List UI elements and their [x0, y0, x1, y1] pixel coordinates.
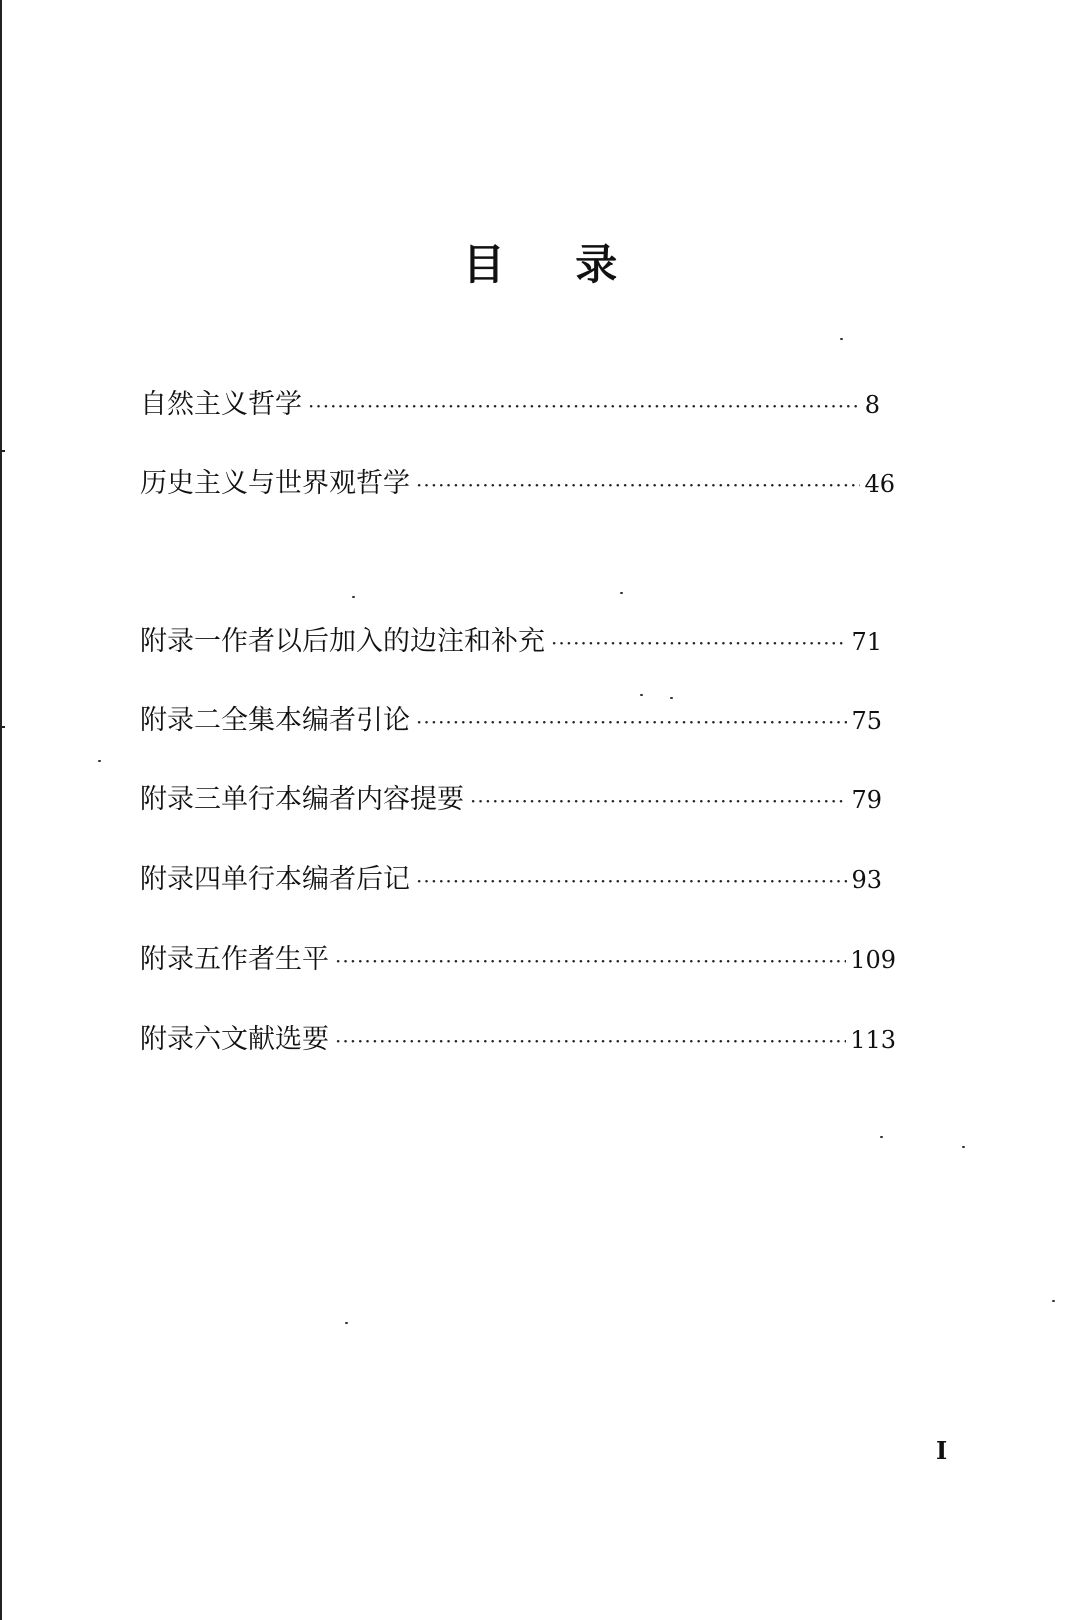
dot-leader	[335, 1021, 846, 1061]
toc-entry[interactable]	[140, 385, 880, 425]
appendix-number: 附录二	[140, 705, 221, 736]
scan-speck	[345, 1322, 348, 1324]
toc-entry[interactable]	[140, 780, 882, 820]
appendix-number: 附录三	[140, 784, 221, 815]
dot-leader	[470, 781, 847, 821]
scan-speck	[962, 1146, 965, 1148]
dot-leader	[551, 623, 847, 663]
dot-leader	[335, 941, 846, 981]
appendix-number: 附录五	[140, 944, 221, 975]
toc-entry-page: 93	[851, 866, 882, 894]
page-title: 目 录	[462, 240, 646, 289]
toc-entry-label: 自然主义哲学	[140, 389, 302, 420]
scan-speck	[352, 596, 355, 598]
toc-entry-page: 46	[864, 470, 895, 498]
toc-entry[interactable]	[140, 940, 896, 980]
scan-speck	[670, 697, 673, 699]
page-number: I	[936, 1436, 948, 1465]
dot-leader	[416, 465, 860, 505]
toc-entry-label: 单行本编者后记	[221, 864, 410, 895]
toc-entry-label: 作者以后加入的边注和补充	[221, 626, 545, 657]
toc-entry-page: 75	[851, 707, 882, 735]
scan-speck	[640, 694, 643, 696]
appendix-number: 附录一	[140, 626, 221, 657]
dot-leader	[308, 386, 861, 426]
scan-edge-tick	[0, 726, 5, 728]
scan-speck	[840, 338, 843, 340]
toc-entry[interactable]	[140, 622, 882, 662]
appendix-number: 附录六	[140, 1024, 221, 1055]
scan-speck	[880, 1136, 883, 1138]
toc-entry-page: 113	[850, 1026, 896, 1054]
toc-entry-label: 历史主义与世界观哲学	[140, 468, 410, 499]
toc-entry-label: 作者生平	[221, 944, 329, 975]
scan-speck	[1052, 1300, 1055, 1302]
dot-leader	[416, 861, 847, 901]
toc-entry-label: 文献选要	[221, 1024, 329, 1055]
toc-entry[interactable]	[140, 1020, 896, 1060]
toc-entry[interactable]	[140, 464, 895, 504]
toc-entry[interactable]	[140, 701, 882, 741]
toc-entry-label: 全集本编者引论	[221, 705, 410, 736]
toc-entry-page: 8	[864, 391, 880, 419]
scan-speck	[620, 592, 623, 594]
toc-entry-page: 79	[851, 786, 882, 814]
scan-edge-tick	[0, 450, 5, 452]
toc-entry-page: 109	[850, 946, 896, 974]
dot-leader	[416, 702, 847, 742]
scan-speck	[98, 760, 101, 762]
toc-entry-label: 单行本编者内容提要	[221, 784, 464, 815]
appendix-number: 附录四	[140, 864, 221, 895]
toc-entry[interactable]	[140, 860, 882, 900]
toc-entry-page: 71	[851, 628, 882, 656]
